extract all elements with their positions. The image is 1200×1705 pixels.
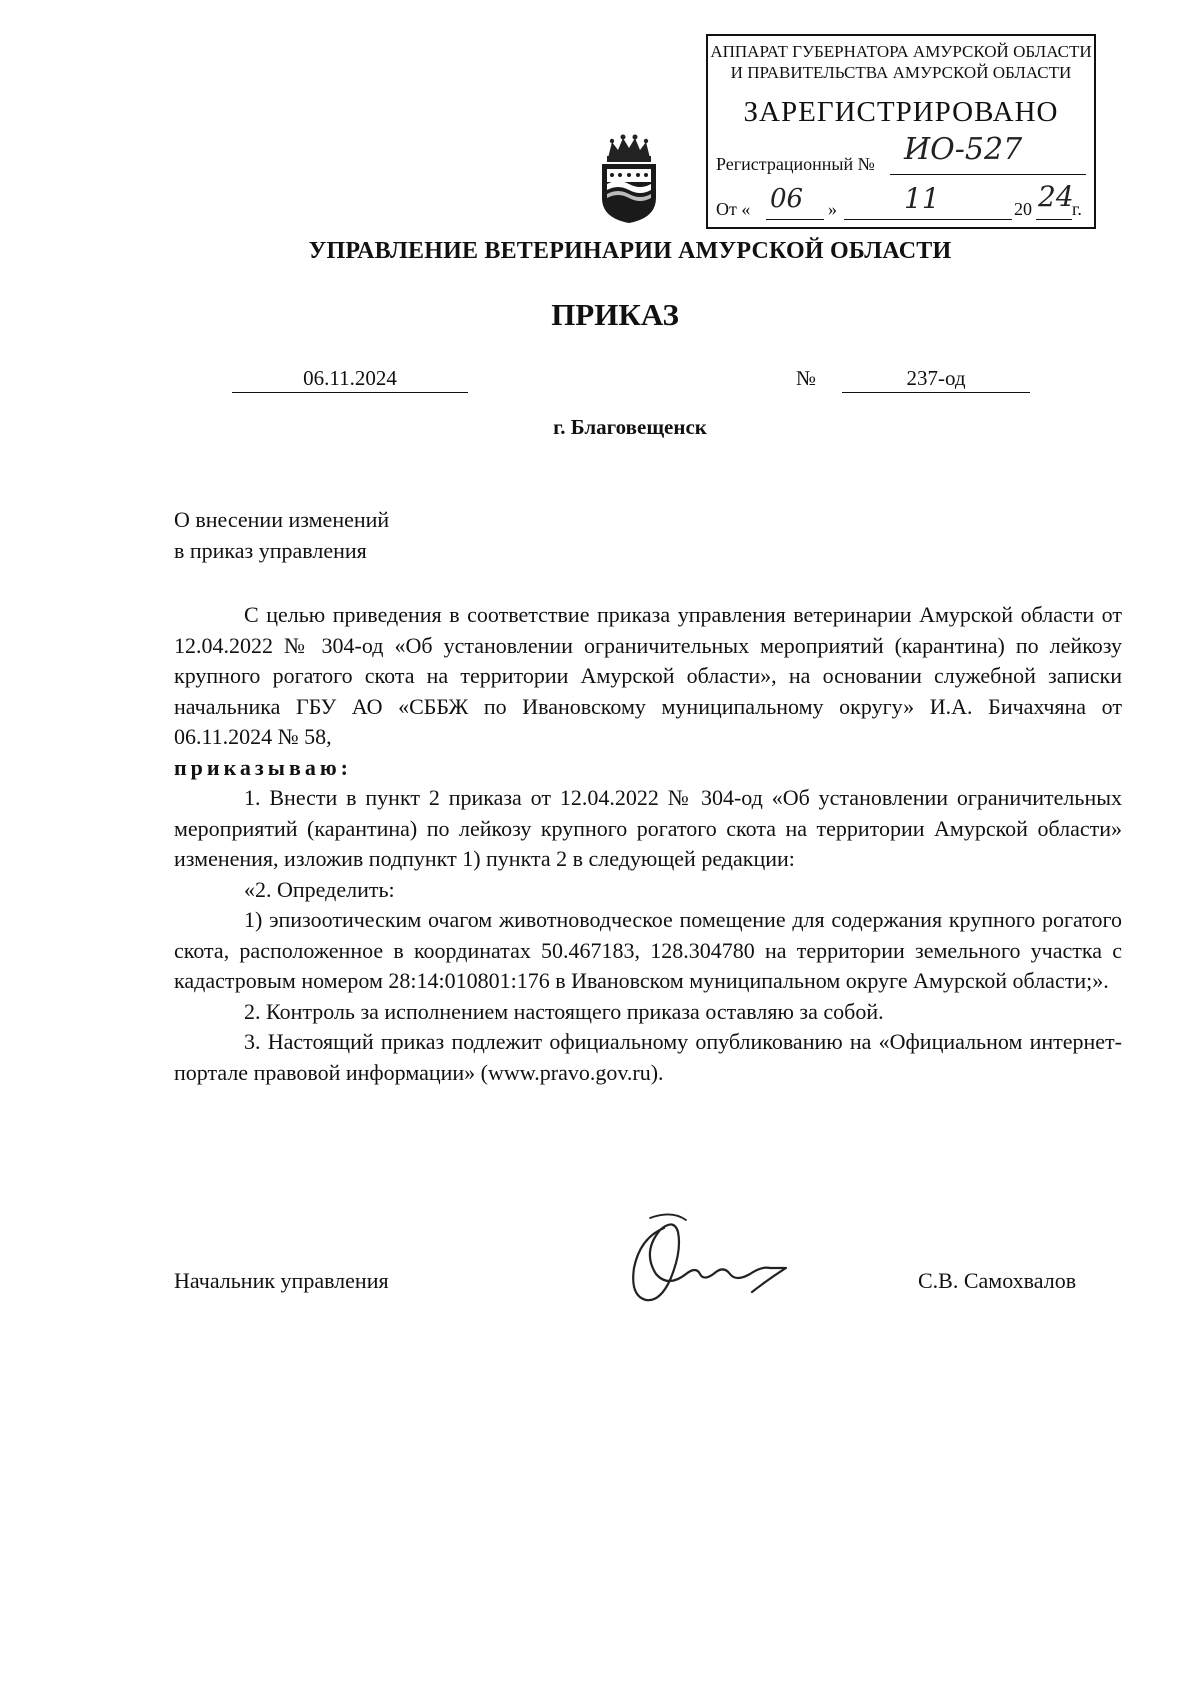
city: г. Благовещенск bbox=[553, 415, 707, 439]
order-date: 06.11.2024 bbox=[232, 366, 468, 393]
stamp-year-prefix: 20 bbox=[1014, 199, 1032, 219]
stamp-day-line bbox=[766, 219, 824, 220]
stamp-reg-line bbox=[890, 174, 1086, 175]
item-1-quote: «2. Определить: bbox=[244, 876, 395, 902]
stamp-year-suffix: 24 bbox=[1038, 180, 1074, 213]
stamp-registered: ЗАРЕГИСТРИРОВАНО bbox=[743, 96, 1059, 128]
registration-stamp bbox=[706, 34, 1096, 229]
stamp-org-line1: АППАРАТ ГУБЕРНАТОРА АМУРСКОЙ ОБЛАСТИ bbox=[710, 42, 1092, 61]
subject-line-2: в приказ управления bbox=[174, 538, 367, 563]
item-2: 2. Контроль за исполнением настоящего приказа оставляю за собой. bbox=[244, 998, 884, 1024]
document-type: ПРИКАЗ bbox=[551, 297, 679, 332]
order-number-label: № bbox=[796, 366, 817, 390]
stamp-month-line bbox=[844, 219, 1012, 220]
coat-of-arms-icon bbox=[598, 132, 660, 224]
subject-line-1: О внесении изменений bbox=[174, 507, 390, 532]
item-3: 3. Настоящий приказ подлежит официальному опубликованию на «Официальном интернет-портале правовой информации» (www.pravo.gov.ru). bbox=[174, 1029, 1122, 1085]
item-1-subpoint: 1) эпизоотическим очагом животноводческое помещение для содержания крупного рогатого скота, расположенное в координатах 50.467183, 128.304780 на территории земельного участка с кадастровым номером 28:14:010801:176 в Ивановском муниципальном округе Амурской области;». bbox=[174, 907, 1122, 993]
order-word: приказываю: bbox=[174, 754, 352, 780]
order-body bbox=[174, 600, 1122, 1088]
stamp-reg-label: Регистрационный № bbox=[716, 154, 875, 174]
stamp-org-line2: И ПРАВИТЕЛЬСТВА АМУРСКОЙ ОБЛАСТИ bbox=[730, 63, 1072, 82]
stamp-day: 06 bbox=[770, 184, 804, 214]
order-number: 237-од bbox=[842, 366, 1030, 393]
organization-title: УПРАВЛЕНИЕ ВЕТЕРИНАРИИ АМУРСКОЙ ОБЛАСТИ bbox=[308, 238, 952, 264]
signature-name: С.В. Самохвалов bbox=[918, 1268, 1077, 1293]
stamp-reg-number: ИО-527 bbox=[904, 132, 1023, 167]
intro-paragraph: С целью приведения в соответствие приказа управления ветеринарии Амурской области от 12.04.2022 № 304-од «Об установлении ограничительных мероприятий (карантина) по лейкозу крупного рогатого скота на территории Амурской области», на основании служебной записки начальника ГБУ АО «СББЖ по Ивановскому муниципальному округу» И.А. Бичахчяна от 06.11.2024 № 58, bbox=[174, 602, 1122, 749]
signature-position: Начальник управления bbox=[174, 1268, 389, 1293]
item-1: 1. Внести в пункт 2 приказа от 12.04.2022 № 304-од «Об установлении ограничительных мероприятий (карантина) по лейкозу крупного рогатого скота на территории Амурской области» изменения, изложив подпункт 1) пункта 2 в следующей редакции: bbox=[174, 785, 1122, 871]
stamp-quote-close: » bbox=[828, 199, 837, 219]
stamp-year-end: г. bbox=[1072, 199, 1082, 219]
stamp-year-line bbox=[1036, 219, 1072, 220]
stamp-from-label: От « bbox=[716, 199, 751, 219]
handwritten-signature-icon bbox=[620, 1208, 800, 1318]
stamp-month: 11 bbox=[904, 182, 940, 215]
